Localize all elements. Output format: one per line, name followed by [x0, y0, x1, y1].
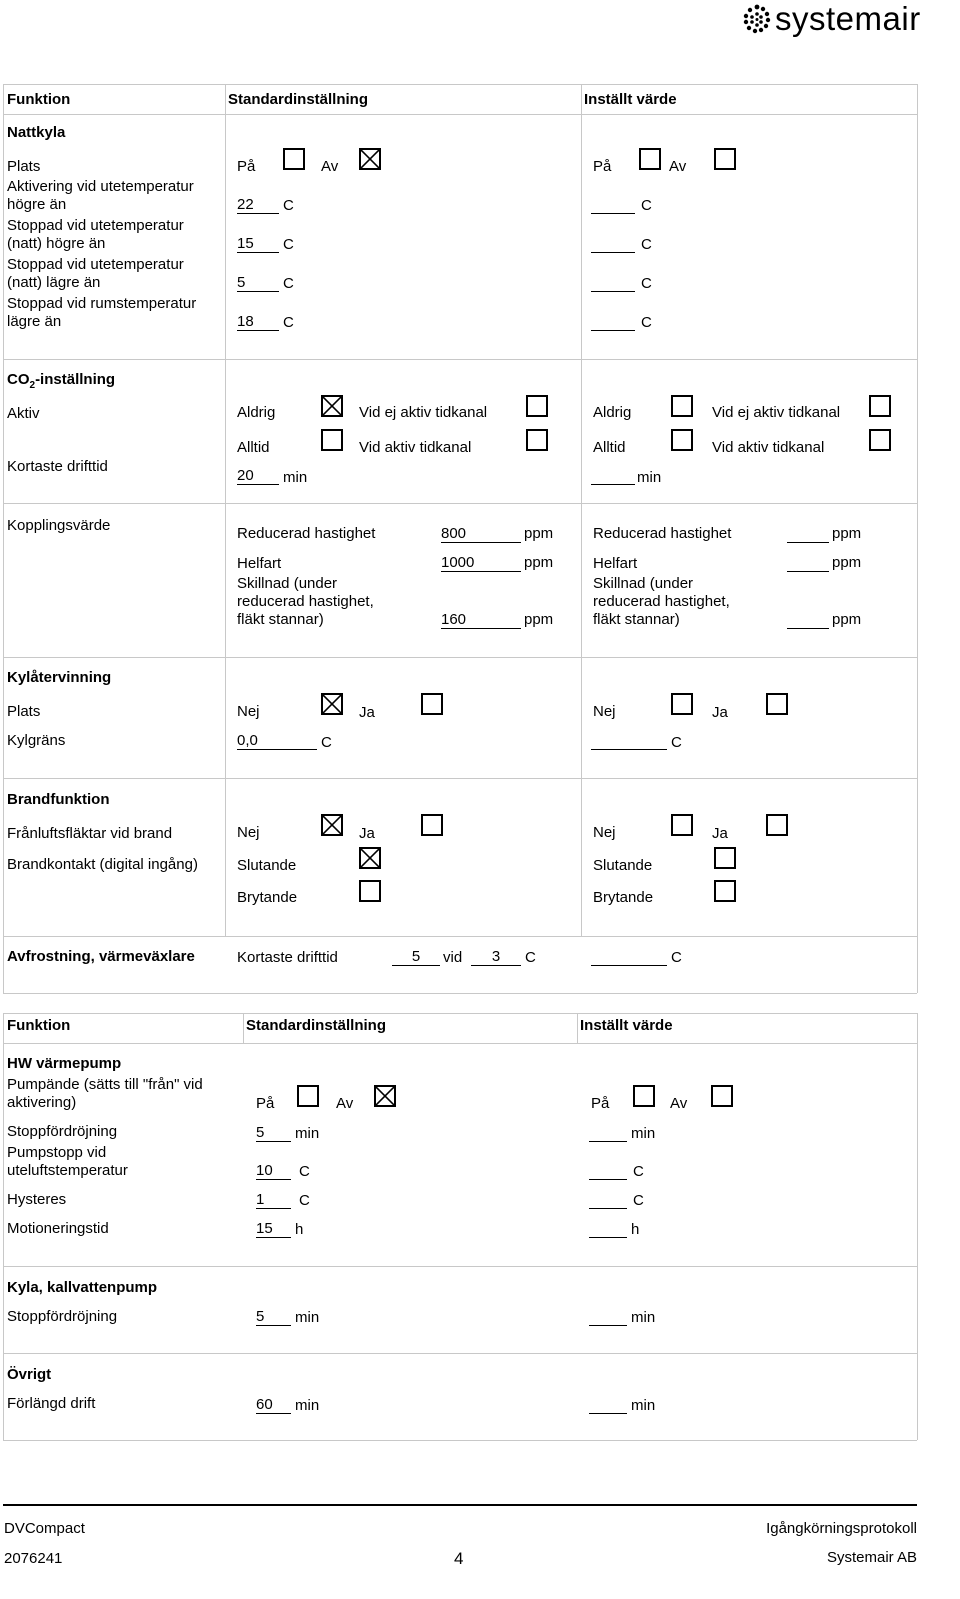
kyla-atervinning-std-nej-label: Nej — [237, 703, 260, 720]
koppling-set-reducerad-unit: ppm — [832, 525, 862, 542]
logo-text: systemair — [775, 0, 921, 37]
nattkyla-set-av-checkbox[interactable] — [714, 148, 736, 170]
kyla-atervinning-set-ja-label: Ja — [712, 704, 728, 721]
co2-set-vid-ej-checkbox[interactable] — [869, 395, 891, 417]
koppling-set-helfart-unit: ppm — [832, 554, 862, 571]
koppling-std-helfart-value[interactable]: 1000 — [441, 555, 521, 572]
co2-std-min-unit: min — [283, 469, 308, 486]
brand-title: Brandfunktion — [7, 791, 110, 808]
koppling-set-reducerad-value[interactable] — [787, 526, 829, 543]
nattkyla-set-value-3[interactable] — [591, 275, 635, 292]
brand-set-brytande-checkbox[interactable] — [714, 880, 736, 902]
avfrostning-vid-label: vid — [443, 949, 463, 966]
nattkyla-std-value-1[interactable]: 22 — [237, 197, 279, 214]
nattkyla-label-1a: Aktivering vid utetemperatur — [7, 178, 194, 195]
hw-std-stopp-value[interactable]: 5 — [256, 1125, 291, 1142]
koppling-std-reducerad-value[interactable]: 800 — [441, 526, 521, 543]
nattkyla-label-1b: högre än — [7, 196, 67, 213]
co2-title-post: -inställning — [35, 371, 116, 388]
nattkyla-std-av-checkbox[interactable] — [359, 148, 381, 170]
brand-set-ja-label: Ja — [712, 825, 728, 842]
co2-label-kortaste: Kortaste drifttid — [7, 458, 108, 475]
hw-title: HW värmepump — [7, 1055, 122, 1072]
t2-header-standard: Standardinställning — [246, 1017, 387, 1034]
hw-std-pumpstopp-unit: C — [299, 1163, 310, 1180]
kyla-atervinning-std-value[interactable]: 0,0 — [237, 733, 317, 750]
co2-std-min-value[interactable]: 20 — [237, 468, 279, 485]
footer-doc-no: 2076241 — [4, 1550, 63, 1567]
co2-title-pre: CO — [7, 371, 30, 388]
kyla-atervinning-std-unit: C — [321, 734, 332, 751]
nattkyla-set-unit-2: C — [641, 236, 652, 253]
t2-header-divider — [3, 1043, 917, 1044]
avfrostning-unit-std: C — [525, 949, 536, 966]
kyla-atervinning-std-ja-label: Ja — [359, 704, 375, 721]
hw-set-hysteres-unit: C — [633, 1192, 644, 1209]
hw-std-hysteres-value[interactable]: 1 — [256, 1192, 291, 1209]
hw-set-motion-unit: h — [631, 1221, 640, 1238]
co2-set-vid-ej-label: Vid ej aktiv tidkanal — [712, 404, 841, 421]
nattkyla-std-value-3[interactable]: 5 — [237, 275, 279, 292]
koppling-set-skillnad-value[interactable] — [787, 612, 829, 629]
nattkyla-set-pa-label: På — [593, 158, 612, 175]
logo-dots-icon — [740, 2, 774, 36]
t1-right-border — [917, 84, 918, 993]
check-x-icon — [323, 695, 341, 713]
ovrigt-label-forlangd: Förlängd drift — [7, 1395, 96, 1412]
t1-header-divider — [3, 114, 917, 115]
avfrostning-title: Avfrostning, värmeväxlare — [7, 948, 195, 965]
koppling-set-skillnad-unit: ppm — [832, 611, 862, 628]
koppling-std-skillnad-value[interactable]: 160 — [441, 612, 521, 629]
co2-title-sub: 2 — [29, 380, 36, 391]
kyla-atervinning-std-ja-checkbox[interactable] — [421, 693, 443, 715]
t2-col-1 — [243, 1013, 244, 1043]
co2-std-aldrig-checkbox[interactable] — [321, 395, 343, 417]
koppling-set-skillnad-3: fläkt stannar) — [593, 611, 680, 628]
koppling-std-skillnad-unit: ppm — [524, 611, 554, 628]
brand-std-nej-label: Nej — [237, 824, 260, 841]
hw-std-stopp-unit: min — [295, 1125, 320, 1142]
footer-doc-title: Igångkörningsprotokoll — [766, 1520, 917, 1537]
kyla-atervinning-set-ja-checkbox[interactable] — [766, 693, 788, 715]
kyla-atervinning-label-plats: Plats — [7, 703, 41, 720]
nattkyla-std-unit-2: C — [283, 236, 294, 253]
t2-top-border — [3, 1013, 917, 1014]
koppling-std-skillnad-2: reducerad hastighet, — [237, 593, 374, 610]
koppling-std-helfart-label: Helfart — [237, 555, 282, 572]
t1-col-2 — [581, 84, 582, 936]
nattkyla-label-3b: (natt) lägre än — [7, 274, 101, 291]
nattkyla-std-unit-3: C — [283, 275, 294, 292]
co2-label-aktiv: Aktiv — [7, 405, 40, 422]
t1-header-standard: Standardinställning — [228, 91, 369, 108]
hw-label-stopp: Stoppfördröjning — [7, 1123, 118, 1140]
t1-div-5 — [3, 936, 917, 937]
brand-std-slutande-label: Slutande — [237, 857, 297, 874]
kyla-atervinning-title: Kylåtervinning — [7, 669, 112, 686]
nattkyla-set-av-label: Av — [669, 158, 687, 175]
co2-std-aldrig-label: Aldrig — [237, 404, 276, 421]
koppling-set-helfart-value[interactable] — [787, 555, 829, 572]
nattkyla-std-value-4[interactable]: 18 — [237, 314, 279, 331]
co2-std-vid-ej-label: Vid ej aktiv tidkanal — [359, 404, 488, 421]
koppling-std-helfart-unit: ppm — [524, 554, 554, 571]
hw-std-motion-value[interactable]: 15 — [256, 1221, 291, 1238]
footer-company: Systemair AB — [826, 1549, 917, 1566]
hw-set-hysteres-value[interactable] — [589, 1192, 627, 1209]
hw-set-pa-label: På — [591, 1095, 610, 1112]
avfrostning-value-2-text: 3 — [491, 948, 501, 965]
t1-top-border — [3, 84, 917, 85]
hw-std-hysteres-unit: C — [299, 1192, 310, 1209]
koppling-std-skillnad-1: Skillnad (under — [237, 575, 338, 592]
co2-std-vid-ej-checkbox[interactable] — [526, 395, 548, 417]
hw-std-pa-checkbox[interactable] — [297, 1085, 319, 1107]
co2-std-vid-aktiv-label: Vid aktiv tidkanal — [359, 439, 472, 456]
kyla-atervinning-set-value[interactable] — [591, 733, 667, 750]
hw-set-stopp-unit: min — [631, 1125, 656, 1142]
hw-label-pumpstopp-1: Pumpstopp vid — [7, 1144, 107, 1161]
co2-set-alltid-label: Alltid — [593, 439, 626, 456]
ovrigt-set-unit: min — [631, 1397, 656, 1414]
co2-set-aldrig-checkbox[interactable] — [671, 395, 693, 417]
hw-set-pumpstopp-value[interactable] — [589, 1163, 627, 1180]
footer-rule — [3, 1504, 917, 1506]
brand-set-slutande-label: Slutande — [593, 857, 653, 874]
nattkyla-set-value-1[interactable] — [591, 197, 635, 214]
kyla-atervinning-std-nej-checkbox[interactable] — [321, 693, 343, 715]
avfrostning-kortaste-label: Kortaste drifttid — [237, 949, 338, 966]
hw-set-motion-value[interactable] — [589, 1221, 627, 1238]
kyla-pump-std-value[interactable]: 5 — [256, 1309, 291, 1326]
nattkyla-std-unit-1: C — [283, 197, 294, 214]
hw-set-stopp-value[interactable] — [589, 1125, 627, 1142]
hw-set-pumpstopp-unit: C — [633, 1163, 644, 1180]
kyla-atervinning-set-unit: C — [671, 734, 682, 751]
hw-label-pump-2: aktivering) — [7, 1094, 77, 1111]
check-x-icon — [361, 150, 379, 168]
nattkyla-title: Nattkyla — [7, 124, 66, 141]
t1-header-funktion: Funktion — [7, 91, 71, 108]
koppling-title: Kopplingsvärde — [7, 517, 111, 534]
nattkyla-label-plats: Plats — [7, 158, 41, 175]
hw-std-motion-unit: h — [295, 1221, 304, 1238]
kyla-pump-std-unit: min — [295, 1309, 320, 1326]
nattkyla-set-unit-4: C — [641, 314, 652, 331]
kyla-atervinning-label-kylgrans: Kylgräns — [7, 732, 66, 749]
nattkyla-std-pa-checkbox[interactable] — [283, 148, 305, 170]
ovrigt-set-value[interactable] — [589, 1397, 627, 1414]
avfrostning-value-2[interactable] — [471, 949, 521, 966]
hw-label-pumpstopp-2: uteluftstemperatur — [7, 1162, 128, 1179]
kyla-atervinning-set-nej-checkbox[interactable] — [671, 693, 693, 715]
co2-set-alltid-checkbox[interactable] — [671, 429, 693, 451]
kyla-pump-label-stopp: Stoppfördröjning — [7, 1308, 118, 1325]
nattkyla-label-3a: Stoppad vid utetemperatur — [7, 256, 184, 273]
check-x-icon — [323, 816, 341, 834]
t1-bottom-border — [3, 993, 917, 994]
co2-set-vid-aktiv-checkbox[interactable] — [869, 429, 891, 451]
nattkyla-label-2a: Stoppad vid utetemperatur — [7, 217, 184, 234]
koppling-set-helfart-label: Helfart — [593, 555, 638, 572]
nattkyla-set-value-2[interactable] — [591, 236, 635, 253]
brand-std-slutande-checkbox[interactable] — [359, 847, 381, 869]
hw-set-av-checkbox[interactable] — [711, 1085, 733, 1107]
co2-std-alltid-label: Alltid — [237, 439, 270, 456]
co2-std-alltid-checkbox[interactable] — [321, 429, 343, 451]
co2-set-vid-aktiv-label: Vid aktiv tidkanal — [712, 439, 825, 456]
co2-title — [7, 372, 115, 391]
koppling-set-reducerad-label: Reducerad hastighet — [593, 525, 732, 542]
footer-product: DVCompact — [4, 1520, 85, 1537]
t2-div-1 — [3, 1266, 917, 1267]
t2-right-border — [917, 1013, 918, 1440]
co2-set-min-unit: min — [637, 469, 662, 486]
t2-div-2 — [3, 1353, 917, 1354]
check-x-icon — [376, 1087, 394, 1105]
t2-col-2 — [577, 1013, 578, 1043]
brand-set-nej-label: Nej — [593, 824, 616, 841]
t2-left-border — [3, 1013, 4, 1440]
nattkyla-std-pa-label: På — [237, 158, 256, 175]
brand-set-ja-checkbox[interactable] — [766, 814, 788, 836]
hw-std-pumpstopp-value[interactable]: 10 — [256, 1163, 291, 1180]
brand-set-nej-checkbox[interactable] — [671, 814, 693, 836]
t1-div-4 — [3, 778, 917, 779]
t1-div-2 — [3, 503, 917, 504]
brand-std-brytande-label: Brytande — [237, 889, 298, 906]
koppling-set-skillnad-2: reducerad hastighet, — [593, 593, 730, 610]
t2-bottom-border — [3, 1440, 917, 1441]
nattkyla-std-av-label: Av — [321, 158, 339, 175]
t1-left-border — [3, 84, 4, 993]
hw-std-av-checkbox[interactable] — [374, 1085, 396, 1107]
nattkyla-label-4a: Stoppad vid rumstemperatur — [7, 295, 197, 312]
t2-header-funktion: Funktion — [7, 1017, 71, 1034]
t1-header-installt: Inställt värde — [584, 91, 677, 108]
brand-set-slutande-checkbox[interactable] — [714, 847, 736, 869]
brand-set-brytande-label: Brytande — [593, 889, 654, 906]
co2-set-aldrig-label: Aldrig — [593, 404, 632, 421]
hw-std-av-label: Av — [336, 1095, 354, 1112]
hw-label-hysteres: Hysteres — [7, 1191, 67, 1208]
nattkyla-label-4b: lägre än — [7, 313, 62, 330]
hw-label-pump-1: Pumpände (sätts till "från" vid — [7, 1076, 203, 1093]
t1-col-1 — [225, 84, 226, 936]
brand-label-kontakt: Brandkontakt (digital ingång) — [7, 856, 198, 873]
hw-set-av-label: Av — [670, 1095, 688, 1112]
brand-std-nej-checkbox[interactable] — [321, 814, 343, 836]
nattkyla-set-value-4[interactable] — [591, 314, 635, 331]
nattkyla-label-2b: (natt) högre än — [7, 235, 106, 252]
avfrostning-set-value[interactable] — [591, 949, 667, 966]
nattkyla-set-unit-3: C — [641, 275, 652, 292]
brand-label-franluft: Frånluftsfläktar vid brand — [7, 825, 173, 842]
koppling-std-reducerad-label: Reducerad hastighet — [237, 525, 376, 542]
nattkyla-set-pa-checkbox[interactable] — [639, 148, 661, 170]
kyla-pump-set-unit: min — [631, 1309, 656, 1326]
co2-set-min-value[interactable] — [591, 468, 635, 485]
avfrostning-value-1[interactable] — [392, 949, 440, 966]
kyla-pump-set-value[interactable] — [589, 1309, 627, 1326]
brand-std-ja-label: Ja — [359, 825, 375, 842]
hw-label-motion: Motioneringstid — [7, 1220, 109, 1237]
nattkyla-std-unit-4: C — [283, 314, 294, 331]
check-x-icon — [323, 397, 341, 415]
brand-std-brytande-checkbox[interactable] — [359, 880, 381, 902]
t1-div-3 — [3, 657, 917, 658]
co2-std-vid-aktiv-checkbox[interactable] — [526, 429, 548, 451]
t2-header-installt: Inställt värde — [580, 1017, 673, 1034]
nattkyla-set-unit-1: C — [641, 197, 652, 214]
brand-std-ja-checkbox[interactable] — [421, 814, 443, 836]
footer-page: 4 — [454, 1549, 464, 1568]
kyla-atervinning-set-nej-label: Nej — [593, 703, 616, 720]
kyla-pump-title: Kyla, kallvattenpump — [7, 1279, 158, 1296]
avfrostning-unit-set: C — [671, 949, 682, 966]
check-x-icon — [361, 849, 379, 867]
ovrigt-std-value[interactable]: 60 — [256, 1397, 291, 1414]
ovrigt-std-unit: min — [295, 1397, 320, 1414]
t1-div-1 — [3, 359, 917, 360]
avfrostning-value-1-text: 5 — [411, 948, 421, 965]
hw-set-pa-checkbox[interactable] — [633, 1085, 655, 1107]
nattkyla-std-value-2[interactable]: 15 — [237, 236, 279, 253]
koppling-set-skillnad-1: Skillnad (under — [593, 575, 694, 592]
hw-std-pa-label: På — [256, 1095, 275, 1112]
koppling-std-skillnad-3: fläkt stannar) — [237, 611, 324, 628]
systemair-logo — [740, 0, 940, 38]
ovrigt-title: Övrigt — [7, 1366, 52, 1383]
koppling-std-reducerad-unit: ppm — [524, 525, 554, 542]
